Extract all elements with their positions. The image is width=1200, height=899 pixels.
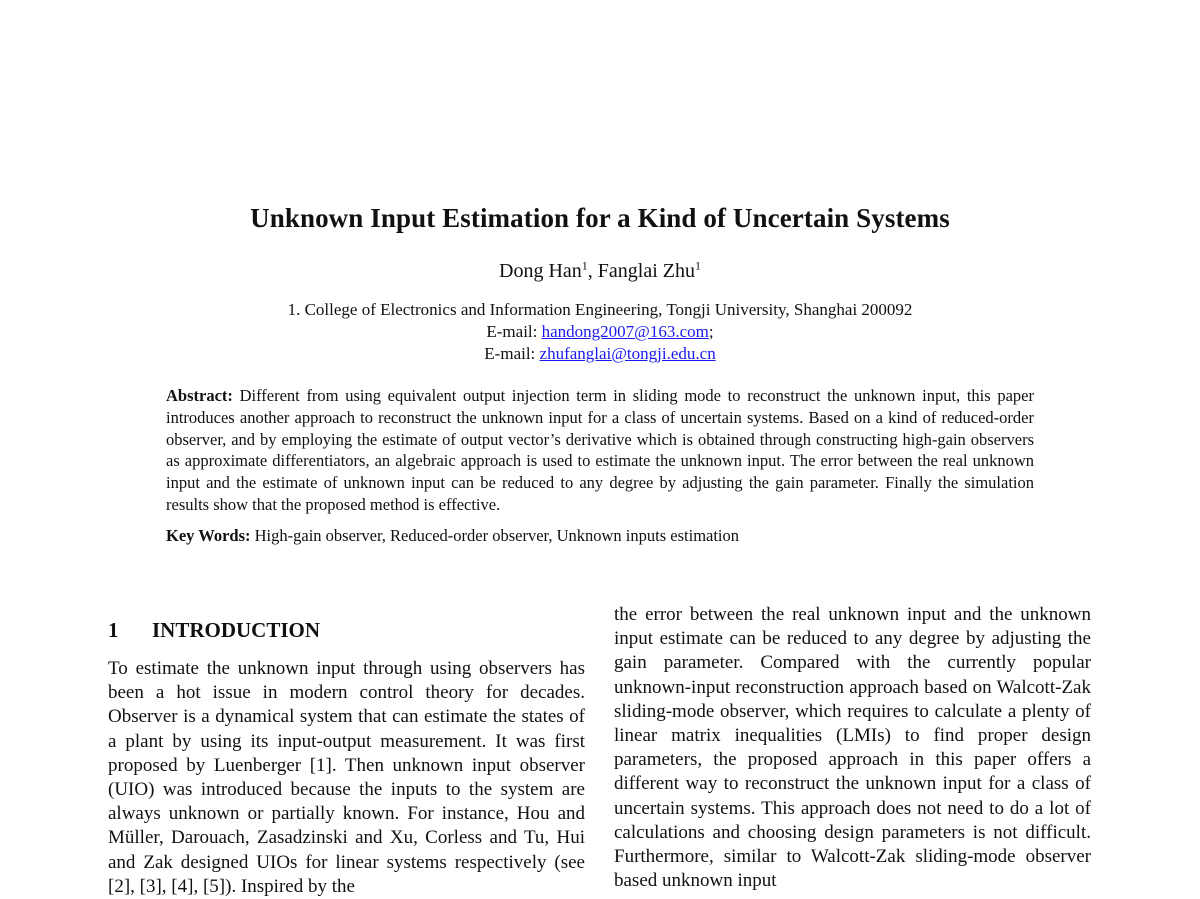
keywords-text: High-gain observer, Reduced-order observer, Unknown inputs estimation bbox=[254, 526, 740, 545]
affiliation-text: 1. College of Electronics and Information Engineering, Tongji University, Shanghai 200092 bbox=[287, 300, 913, 319]
email-label: E-mail: bbox=[486, 322, 542, 341]
keywords-label: Key Words: bbox=[166, 526, 251, 545]
right-column-text: the error between the real unknown input and the unknown input estimate can be reduced to any degree by adjusting the gain parameter. Compared with the currently popular unknown-input reconstruction approach based on Walcott-Zak sliding-mode observer, which requires to calculate a plenty of linear matrix inequalities (LMIs) to find proper design parameters, the proposed approach in this paper offers a different way to reconstruct the unknown input for a class of uncertain systems. This approach does not need to do a lot of calculations and choosing design parameters is not difficult. Furthermore, similar to Walcott-Zak sliding-mode observer based unknown input bbox=[614, 604, 1091, 892]
email-label: E-mail: bbox=[484, 344, 540, 363]
abstract bbox=[166, 385, 1034, 516]
affiliation-block bbox=[0, 299, 1200, 365]
email-link[interactable]: zhufanglai@tongji.edu.cn bbox=[539, 344, 716, 363]
author-list bbox=[0, 260, 1200, 283]
paper-title: Unknown Input Estimation for a Kind of Uncertain Systems bbox=[250, 203, 950, 233]
email-suffix: ; bbox=[708, 322, 714, 341]
email-link[interactable]: handong2007@163.com bbox=[541, 322, 709, 341]
email-line bbox=[0, 321, 1200, 343]
abstract-label: Abstract: bbox=[166, 386, 233, 405]
section-number: 1 bbox=[108, 618, 119, 642]
abstract-text: Different from using equivalent output injection term in sliding mode to reconstruct the unknown input, this paper introduces another approach to reconstruct the unknown input for a class of uncertain systems. Based on a kind of reduced-order observer, and by employing the estimate of output vector’s derivative which is obtained through constructing high-gain observers as approximate differentiators, an algebraic approach is used to estimate the unknown input. The error between the real unknown input and the estimate of unknown input can be reduced to any degree by adjusting the gain parameter. Finally the simulation results show that the proposed method is effective. bbox=[166, 386, 1034, 514]
left-column-text: To estimate the unknown input through using observers has been a hot issue in modern control theory for decades. Observer is a dynamical system that can estimate the states of a plant by using its input-output measurement. It was first proposed by Luenberger [1]. Then unknown input observer (UIO) was introduced because the inputs to the system are always unknown or partially known. For instance, Hou and Müller, Darouach, Zasadzinski and Xu, Corless and Tu, Hui and Zak designed UIOs for linear systems respectively (see [2], [3], [4], [5]). Inspired by the bbox=[108, 658, 585, 897]
section-heading bbox=[108, 618, 585, 643]
affiliation-mark: 1 bbox=[694, 258, 701, 273]
section-title: INTRODUCTION bbox=[152, 618, 321, 642]
author-name: Fanglai Zhu bbox=[597, 260, 695, 282]
keywords bbox=[166, 525, 1034, 547]
affiliation-mark: 1 bbox=[581, 258, 588, 273]
email-line bbox=[0, 343, 1200, 365]
author-name: Dong Han bbox=[499, 260, 582, 282]
author-separator: , bbox=[587, 260, 598, 282]
